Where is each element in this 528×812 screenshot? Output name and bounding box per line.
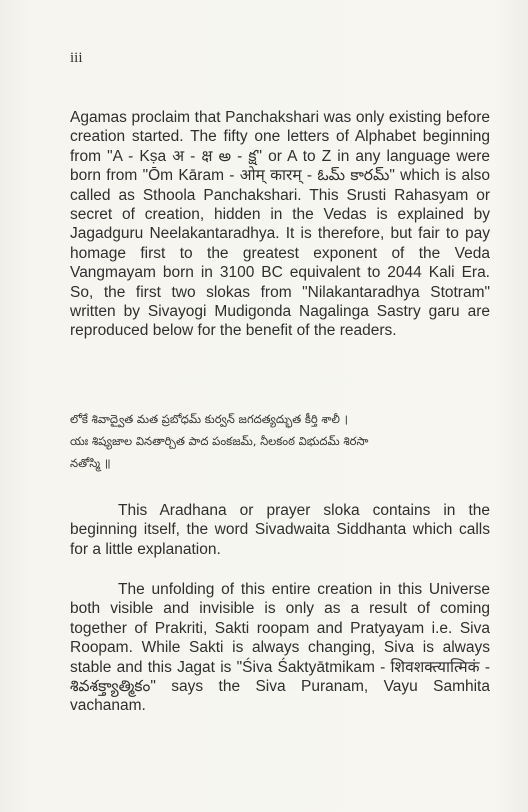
telugu-sloka	[70, 408, 500, 474]
unfolding-paragraph: The unfolding of this entire creation in this Universe both visible and invisible is only as a result of coming together of Prakriti, Sakti roopam and Pratyayam i.e. Siva Roopam. While Sakti is always changing, Siva is always stable and this Jagat is "Śiva Śaktyātmikam - शिवशक्त्यात्मिकं - శివశక్త్యాత్మికం" says the Siva Puranam, Vayu Samhita vachanam.	[70, 581, 490, 715]
sloka-line-1: లోకే శివాద్వైత మత ప్రబోధమ్ కుర్వన్ జగదత్యద్భుత కీర్తి శాలీ ।	[70, 412, 348, 426]
page-number: iii	[70, 50, 83, 66]
sloka-line-2: యః శిష్యజాల వినతార్చిత పాద పంకజమ్, నీలకంఠ విభుదమ్ శిరసా	[70, 434, 369, 448]
intro-paragraph: Agamas proclaim that Panchakshari was only existing before creation started. The fifty one letters of Alphabet beginning from "A - Kṣa अ - क्ष అ - క్ష" or A to Z in any language were born from "Ōm Kāram - ओम् कारम् - ఓమ్ కారమ్" which is also called as Sthoola Panchakshari. This Srusti Rahasyam or secret of creation, hidden in the Vedas is explained by Jagadguru Neelakantaradhya. It is therefore, but fair to pay homage first to the greatest exponent of the Veda Vangmayam born in 3100 BC equivalent to 2044 Kali Era. So, the first two slokas from "Nilakantaradhya Stotram" written by Sivayogi Mudigonda Nagalinga Sastry garu are reproduced below for the benefit of the readers.	[70, 109, 490, 340]
sloka-line-3: నతోస్మి ॥	[70, 456, 111, 470]
aradhana-paragraph: This Aradhana or prayer sloka contains in the beginning itself, the word Sivadwaita Siddhanta which calls for a little explanation.	[70, 502, 490, 558]
